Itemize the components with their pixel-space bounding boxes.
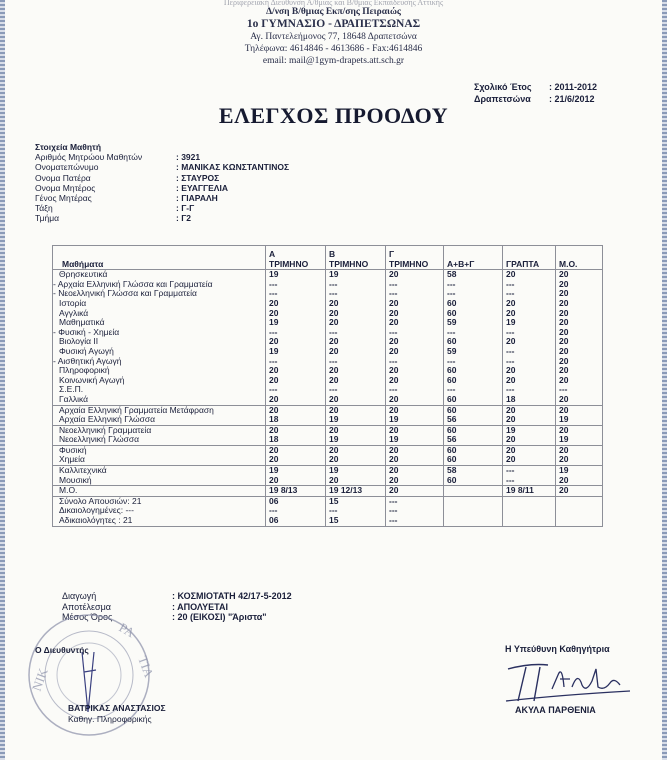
grade-cell: 20 xyxy=(503,445,556,455)
grade-cell: --- xyxy=(444,357,503,367)
student-field-value: : Γ2 xyxy=(176,213,192,224)
svg-text:ΡΑ: ΡΑ xyxy=(116,619,138,641)
grade-cell: --- xyxy=(326,357,386,367)
subject-cell: - Φυσική - Χημεία xyxy=(53,328,266,338)
column-header xyxy=(266,246,326,270)
subject-cell: Αρχαία Ελληνική Γλώσσα xyxy=(53,415,266,425)
grade-cell: 20 xyxy=(386,395,444,405)
student-field-label: Ονομα Πατέρα xyxy=(35,172,91,183)
column-header xyxy=(503,246,556,270)
grade-cell: 60 xyxy=(444,376,503,386)
grade-cell xyxy=(556,506,603,516)
table-row xyxy=(53,445,603,455)
student-field xyxy=(35,162,289,172)
grade-cell: 20 xyxy=(266,476,326,486)
grade-cell: 20 xyxy=(503,299,556,309)
column-header xyxy=(444,246,503,270)
grade-cell: 20 xyxy=(556,445,603,455)
grade-cell xyxy=(556,516,603,526)
grade-cell: --- xyxy=(503,328,556,338)
grade-cell: 60 xyxy=(444,455,503,465)
grade-cell: --- xyxy=(386,385,444,395)
grade-cell: 20 xyxy=(556,309,603,319)
student-field xyxy=(35,203,289,213)
grade-cell: 20 xyxy=(326,366,386,376)
grade-cell: --- xyxy=(386,357,444,367)
teacher-signature xyxy=(500,657,640,705)
grade-cell: --- xyxy=(326,385,386,395)
table-row xyxy=(53,506,603,516)
grade-cell: --- xyxy=(503,289,556,299)
grade-cell: 20 xyxy=(503,435,556,445)
table-row xyxy=(53,289,603,299)
grade-cell: --- xyxy=(326,289,386,299)
grade-cell: --- xyxy=(444,328,503,338)
subject-cell: - Αρχαία Ελληνική Γλώσσα και Γραμματεία xyxy=(53,280,266,290)
grade-cell: 20 xyxy=(266,376,326,386)
grade-cell: --- xyxy=(503,476,556,486)
column-header-line1: Β xyxy=(329,249,336,259)
grade-cell: --- xyxy=(266,289,326,299)
subject-cell: Θρησκευτικά xyxy=(53,270,266,280)
grade-cell: 20 xyxy=(386,318,444,328)
student-field-value: : 3921 xyxy=(176,152,201,163)
table-row xyxy=(53,337,603,347)
grade-cell: 20 xyxy=(503,376,556,386)
grade-cell: 20 xyxy=(326,347,386,357)
grade-cell xyxy=(444,516,503,526)
subject-cell: - Νεοελληνική Γλώσσα και Γραμματεία xyxy=(53,289,266,299)
director-signature-block xyxy=(68,703,166,725)
student-info-heading: Στοιχεία Μαθητή xyxy=(35,142,102,152)
subject-cell: - Αισθητική Αγωγή xyxy=(53,357,266,367)
grade-cell: 20 xyxy=(326,309,386,319)
grade-cell: 20 xyxy=(266,405,326,415)
student-field-label: Γένος Μητέρας xyxy=(35,193,92,204)
teacher-name: ΑΚΥΛΑ ΠΑΡΘΕΝΙΑ xyxy=(515,705,596,715)
grade-cell: --- xyxy=(386,516,444,526)
grade-cell: --- xyxy=(503,347,556,357)
subject-cell: Μουσική xyxy=(53,476,266,486)
grade-cell: 20 xyxy=(386,347,444,357)
summary-row xyxy=(62,591,292,602)
svg-text:ΤΙΑ: ΤΙΑ xyxy=(135,653,157,680)
table-row xyxy=(53,309,603,319)
grade-cell: 20 xyxy=(386,376,444,386)
school-year-value: : 2011-2012 xyxy=(549,82,598,92)
grade-cell: 20 xyxy=(503,366,556,376)
school-address: Αγ. Παντελεήμονος 77, 18648 Δραπετσώνα xyxy=(250,32,417,42)
grade-cell: 20 xyxy=(386,486,444,497)
grade-cell: 20 xyxy=(503,309,556,319)
grade-cell: 19 12/13 xyxy=(326,486,386,497)
column-header-line1: Γ xyxy=(389,249,395,259)
teacher-title: Η Υπεύθυνη Καθηγήτρια xyxy=(505,644,610,654)
grade-cell: 20 xyxy=(326,299,386,309)
subject-cell: Δικαιολογημένες: --- xyxy=(53,506,266,516)
grade-cell: 06 xyxy=(266,496,326,506)
grade-cell: --- xyxy=(444,385,503,395)
student-field xyxy=(35,183,289,193)
table-row xyxy=(53,376,603,386)
summary-label: Αποτέλεσμα xyxy=(62,601,111,612)
column-header-line2: ΓΡΑΠΤΑ xyxy=(506,258,540,269)
grade-cell: 20 xyxy=(556,289,603,299)
subject-cell: Μ.Ο. xyxy=(53,486,266,497)
student-field-value: : ΣΤΑΥΡΟΣ xyxy=(176,172,220,183)
grade-cell: 20 xyxy=(556,476,603,486)
table-row xyxy=(53,318,603,328)
grade-cell: 18 xyxy=(503,395,556,405)
grade-cell xyxy=(444,486,503,497)
grade-cell: --- xyxy=(326,328,386,338)
student-field-label: Ονομα Μητέρος xyxy=(35,182,96,193)
table-row xyxy=(53,486,603,497)
grade-cell: 20 xyxy=(386,476,444,486)
grade-cell: 19 xyxy=(386,435,444,445)
grade-cell: 20 xyxy=(556,337,603,347)
grade-cell: 20 xyxy=(503,337,556,347)
grade-cell: --- xyxy=(503,385,556,395)
grade-cell: --- xyxy=(266,385,326,395)
column-header-line2: ΤΡΙΜΗΝΟ xyxy=(329,258,369,269)
grade-cell: 60 xyxy=(444,395,503,405)
student-field-value: : ΕΥΑΓΓΕΛΙΑ xyxy=(176,182,228,193)
summary-value: : ΚΟΣΜΙΟΤΑΤΗ 42/17-5-2012 xyxy=(172,591,292,601)
subject-cell: Φυσική xyxy=(53,445,266,455)
grade-cell: 20 xyxy=(556,425,603,435)
grade-cell: 19 xyxy=(266,347,326,357)
table-row xyxy=(53,357,603,367)
date-value: : 21/6/2012 xyxy=(549,94,595,104)
subject-cell: Νεοελληνική Γραμματεία xyxy=(53,425,266,435)
grade-cell: 19 xyxy=(266,466,326,476)
grade-cell: 20 xyxy=(266,425,326,435)
grades-table xyxy=(52,245,603,527)
grade-cell: --- xyxy=(326,280,386,290)
grade-cell: 60 xyxy=(444,405,503,415)
grade-cell: --- xyxy=(386,328,444,338)
grade-cell: 15 xyxy=(326,516,386,526)
grade-cell: 20 xyxy=(503,405,556,415)
grade-cell: 19 xyxy=(556,435,603,445)
grade-cell: --- xyxy=(386,506,444,516)
grade-cell: 20 xyxy=(503,415,556,425)
column-header xyxy=(326,246,386,270)
grade-cell: 18 xyxy=(266,415,326,425)
student-field-value: : ΓΙΑΡΑΛΗ xyxy=(176,193,218,204)
column-header-line2: ΤΡΙΜΗΝΟ xyxy=(389,258,429,269)
table-row xyxy=(53,385,603,395)
document-meta xyxy=(474,81,597,105)
grade-cell: 20 xyxy=(266,337,326,347)
grade-cell: 20 xyxy=(386,366,444,376)
grade-cell: 20 xyxy=(326,376,386,386)
column-header-line2: ΤΡΙΜΗΝΟ xyxy=(269,258,309,269)
grade-cell: 19 xyxy=(266,318,326,328)
grade-cell: 20 xyxy=(556,318,603,328)
grade-cell: 19 xyxy=(556,415,603,425)
directorate: Δ/νση Β/θμιας Εκπ/σης Πειραιώς xyxy=(266,7,401,17)
grade-cell: --- xyxy=(503,280,556,290)
column-header-line1: Α xyxy=(269,249,276,259)
subject-cell: Κοινωνική Αγωγή xyxy=(53,376,266,386)
grade-cell: 60 xyxy=(444,337,503,347)
student-info xyxy=(35,142,289,224)
summary-label: Διαγωγή xyxy=(62,591,97,601)
subject-cell: Βιολογία ΙΙ xyxy=(53,337,266,347)
student-field-value: : ΜΑΝΙΚΑΣ ΚΩΝΣΤΑΝΤΙΝΟΣ xyxy=(176,162,290,173)
subject-cell: Νεοελληνική Γλώσσα xyxy=(53,435,266,445)
grade-cell: --- xyxy=(503,357,556,367)
grade-cell: 20 xyxy=(266,445,326,455)
grade-cell: 20 xyxy=(266,455,326,465)
grade-cell: 20 xyxy=(326,405,386,415)
grade-cell: 20 xyxy=(386,445,444,455)
grade-cell: 20 xyxy=(326,445,386,455)
student-field xyxy=(35,173,289,183)
grade-cell: 60 xyxy=(444,366,503,376)
subject-cell: Αρχαία Ελληνική Γραμματεία Μετάφραση xyxy=(53,405,266,415)
grade-cell: 19 xyxy=(326,466,386,476)
grade-cell: 20 xyxy=(266,309,326,319)
summary-value: : 20 (ΕΙΚΟΣΙ) "Άριστα" xyxy=(172,612,267,622)
student-field-value: : Γ-Γ xyxy=(176,203,195,214)
grade-cell: 20 xyxy=(556,455,603,465)
ministry-line: Περιφερειακή Διεύθυνση Α/θμιας και Β/θμιας Εκπαίδευσης Αττικής xyxy=(223,0,444,7)
grade-cell: --- xyxy=(266,357,326,367)
grade-cell: 19 xyxy=(326,270,386,280)
table-row xyxy=(53,347,603,357)
table-row xyxy=(53,299,603,309)
grade-cell: 19 8/13 xyxy=(266,486,326,497)
column-header-line2: Α+Β+Γ xyxy=(447,258,475,269)
column-header-line2: Μαθήματα xyxy=(62,258,104,269)
grade-cell: 20 xyxy=(556,357,603,367)
grade-cell: 19 xyxy=(503,425,556,435)
grade-cell: 20 xyxy=(326,476,386,486)
grade-cell: 60 xyxy=(444,445,503,455)
subject-cell: Καλλιτεχνικά xyxy=(53,466,266,476)
subject-cell: Πληροφορική xyxy=(53,366,266,376)
subject-cell: Αγγλικά xyxy=(53,309,266,319)
table-row xyxy=(53,455,603,465)
grade-cell: 20 xyxy=(386,425,444,435)
grade-cell: 19 xyxy=(556,466,603,476)
table-row xyxy=(53,476,603,486)
grade-cell: 60 xyxy=(444,299,503,309)
grade-cell: 19 xyxy=(326,415,386,425)
grade-cell: --- xyxy=(266,328,326,338)
grade-cell: 59 xyxy=(444,318,503,328)
director-role: Καθηγ. Πληροφορικής xyxy=(68,714,152,724)
grade-cell: 20 xyxy=(326,395,386,405)
grade-cell: --- xyxy=(444,289,503,299)
grade-cell: 20 xyxy=(386,270,444,280)
grade-cell: 19 8/11 xyxy=(503,486,556,497)
student-field xyxy=(35,193,289,203)
grade-cell: 20 xyxy=(386,309,444,319)
grade-cell: --- xyxy=(386,289,444,299)
table-row xyxy=(53,415,603,425)
table-row xyxy=(53,366,603,376)
grade-cell: 58 xyxy=(444,270,503,280)
grade-cell xyxy=(503,516,556,526)
grade-cell: 59 xyxy=(444,347,503,357)
school-phones: Τηλέφωνα: 4614846 - 4613686 - Fax:4614846 xyxy=(244,44,423,54)
subject-cell: Μαθηματικά xyxy=(53,318,266,328)
grade-cell xyxy=(503,506,556,516)
grade-cell: 20 xyxy=(556,366,603,376)
summary-row xyxy=(62,602,292,613)
student-field-label: Τμήμα xyxy=(35,213,60,224)
grade-cell: 20 xyxy=(326,455,386,465)
subject-cell: Γαλλικά xyxy=(53,395,266,405)
grade-cell: --- xyxy=(386,496,444,506)
column-header xyxy=(556,246,603,270)
subject-cell: Ιστορία xyxy=(53,299,266,309)
director-name: ΒΑΤΡΙΚΑΣ ΑΝΑΣΤΑΣΙΟΣ xyxy=(68,703,166,713)
grade-cell xyxy=(556,496,603,506)
grade-cell: 20 xyxy=(503,270,556,280)
student-field-label: Τάξη xyxy=(35,203,53,214)
document-title: ΕΛΕΓΧΟΣ ΠΡΟΟΔΟΥ xyxy=(218,103,449,128)
grade-cell: 20 xyxy=(326,425,386,435)
grade-cell: 20 xyxy=(556,486,603,497)
column-header xyxy=(386,246,444,270)
subject-cell: Αδικαιολόγητες : 21 xyxy=(53,516,266,526)
place-label: Δραπετσώνα xyxy=(474,94,531,104)
grade-cell xyxy=(444,506,503,516)
school-year-label: Σχολικό Έτος xyxy=(474,82,532,92)
grade-cell xyxy=(503,496,556,506)
grade-cell xyxy=(444,496,503,506)
grade-cell: 20 xyxy=(556,376,603,386)
director-title: Ο Διευθυντής xyxy=(35,645,89,655)
grade-cell: --- xyxy=(386,280,444,290)
grade-cell: 20 xyxy=(266,366,326,376)
grade-cell: 20 xyxy=(386,455,444,465)
table-row xyxy=(53,435,603,445)
column-header xyxy=(53,246,266,270)
grade-cell: 20 xyxy=(326,318,386,328)
grade-cell: 20 xyxy=(556,395,603,405)
summary-value: : ΑΠΟΛΥΕΤΑΙ xyxy=(172,601,228,612)
grade-cell: --- xyxy=(556,385,603,395)
grade-cell: 20 xyxy=(503,455,556,465)
grade-cell: --- xyxy=(266,506,326,516)
table-row xyxy=(53,328,603,338)
grade-cell: 60 xyxy=(444,476,503,486)
table-row xyxy=(53,395,603,405)
grade-cell: 20 xyxy=(556,299,603,309)
summary-label: Μέσος Όρος xyxy=(62,612,113,622)
school-name: 1ο ΓΥΜΝΑΣΙΟ - ΔΡΑΠΕΤΣΩΝΑΣ xyxy=(246,18,421,30)
grade-cell: 15 xyxy=(326,496,386,506)
grade-cell: 20 xyxy=(556,270,603,280)
grade-cell: 20 xyxy=(556,347,603,357)
grade-cell: --- xyxy=(266,280,326,290)
grade-cell: 60 xyxy=(444,425,503,435)
grade-cell: 20 xyxy=(386,405,444,415)
grade-cell: 20 xyxy=(386,337,444,347)
letterhead xyxy=(0,0,667,67)
table-row xyxy=(53,466,603,476)
student-field-label: Αριθμός Μητρώου Μαθητών xyxy=(35,152,143,163)
grade-cell: 20 xyxy=(266,299,326,309)
grade-cell: 06 xyxy=(266,516,326,526)
grade-cell: 19 xyxy=(326,435,386,445)
grade-cell: 20 xyxy=(266,395,326,405)
table-row xyxy=(53,496,603,506)
subject-cell: Φυσική Αγωγή xyxy=(53,347,266,357)
grade-cell: 19 xyxy=(386,415,444,425)
grade-cell: 20 xyxy=(556,328,603,338)
grade-cell: 20 xyxy=(556,405,603,415)
grade-cell: 60 xyxy=(444,309,503,319)
table-row xyxy=(53,516,603,526)
grade-cell: 56 xyxy=(444,435,503,445)
svg-text:ΝΙΚ: ΝΙΚ xyxy=(28,666,51,694)
grade-cell: 56 xyxy=(444,415,503,425)
grade-cell: --- xyxy=(503,466,556,476)
grade-cell: 19 xyxy=(503,318,556,328)
grade-cell: 20 xyxy=(326,337,386,347)
student-field xyxy=(35,152,289,162)
column-header-line2: Μ.Ο. xyxy=(559,258,578,269)
subject-cell: Σ.Ε.Π. xyxy=(53,385,266,395)
subject-cell: Σύνολο Απουσιών: 21 xyxy=(53,496,266,506)
grade-cell: --- xyxy=(444,280,503,290)
grade-cell: 18 xyxy=(266,435,326,445)
student-field-label: Ονοματεπώνυμο xyxy=(35,162,99,173)
school-email: email: mail@1gym-drapets.att.sch.gr xyxy=(262,56,405,66)
grade-cell: 20 xyxy=(386,299,444,309)
subject-cell: Χημεία xyxy=(53,455,266,465)
grade-cell: 19 xyxy=(266,270,326,280)
grade-cell: 58 xyxy=(444,466,503,476)
grade-cell: 20 xyxy=(386,466,444,476)
grade-cell: 20 xyxy=(556,280,603,290)
grade-cell: --- xyxy=(326,506,386,516)
student-field xyxy=(35,213,289,223)
